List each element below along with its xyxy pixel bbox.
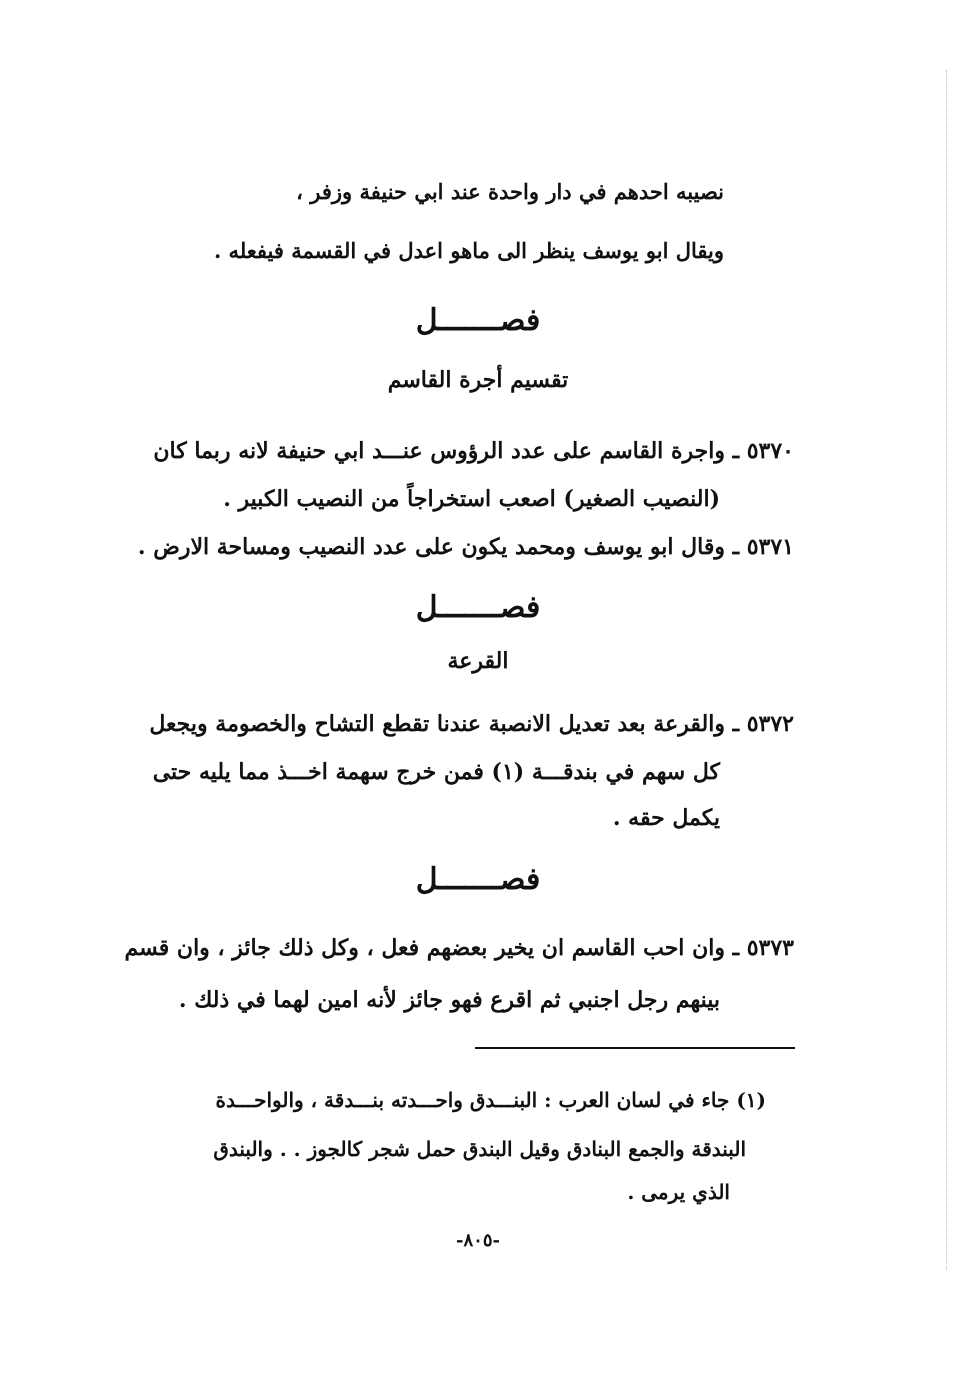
top-line-1: نصيبه احدهم في دار واحدة عند ابي حنيفة وزفر ، — [296, 179, 724, 204]
footnote-separator — [475, 1047, 795, 1049]
top-line-2: ويقال ابو يوسف ينظر الى ماهو اعدل في القسمة فيفعله . — [213, 238, 724, 263]
paragraph-5370-line-2: (النصيب الصغير) اصعب استخراجاً من النصيب الكبير . — [223, 486, 720, 512]
section-title: القرعة — [447, 648, 509, 674]
section-heading: فصـــــــل — [415, 862, 541, 897]
section-heading: فصـــــــل — [415, 590, 541, 625]
paragraph-5372-line-1: ٥٣٧٢ ـ والقرعة بعد تعديل الانصبة عندنا تقطع التشاح والخصومة ويجعل — [149, 711, 794, 737]
paragraph-5371: ٥٣٧١ ـ وقال ابو يوسف ومحمد يكون على عدد النصيب ومساحة الارض . — [137, 534, 794, 560]
paragraph-5373-line-2: بينهم رجل اجنبي ثم اقرع فهو جائز لأنه امين لهما في ذلك . — [178, 987, 720, 1013]
paragraph-5372-line-3: يكمل حقه . — [612, 805, 720, 831]
footnote-line-3: الذي يرمى . — [627, 1180, 730, 1204]
paragraph-5372-line-2: كل سهم في بندقـــة (١) فمن خرج سهمة اخـــذ مما يليه حتى — [152, 759, 720, 785]
footnote-line-2: البندقة والجمع البنادق وقيل البندق حمل شجر كالجوز . . والبندق — [213, 1137, 746, 1161]
paragraph-5373-line-1: ٥٣٧٣ ـ وان احب القاسم ان يخير بعضهم فعل ، وكل ذلك جائز ، وان قسم — [124, 935, 794, 961]
page-number: -٨٠٥- — [456, 1230, 500, 1251]
paragraph-5370-line-1: ٥٣٧٠ ـ واجرة القاسم على عدد الرؤوس عنـــد ابي حنيفة لانه ربما كان — [153, 438, 794, 464]
section-heading: فصـــــــل — [415, 303, 541, 338]
section-title: تقسيم أجرة القاسم — [387, 367, 569, 393]
footnote-line-1: (١) جاء في لسان العرب : البنـــدق واحـــدته بنـــدقة ، والواحـــدة — [215, 1088, 766, 1112]
